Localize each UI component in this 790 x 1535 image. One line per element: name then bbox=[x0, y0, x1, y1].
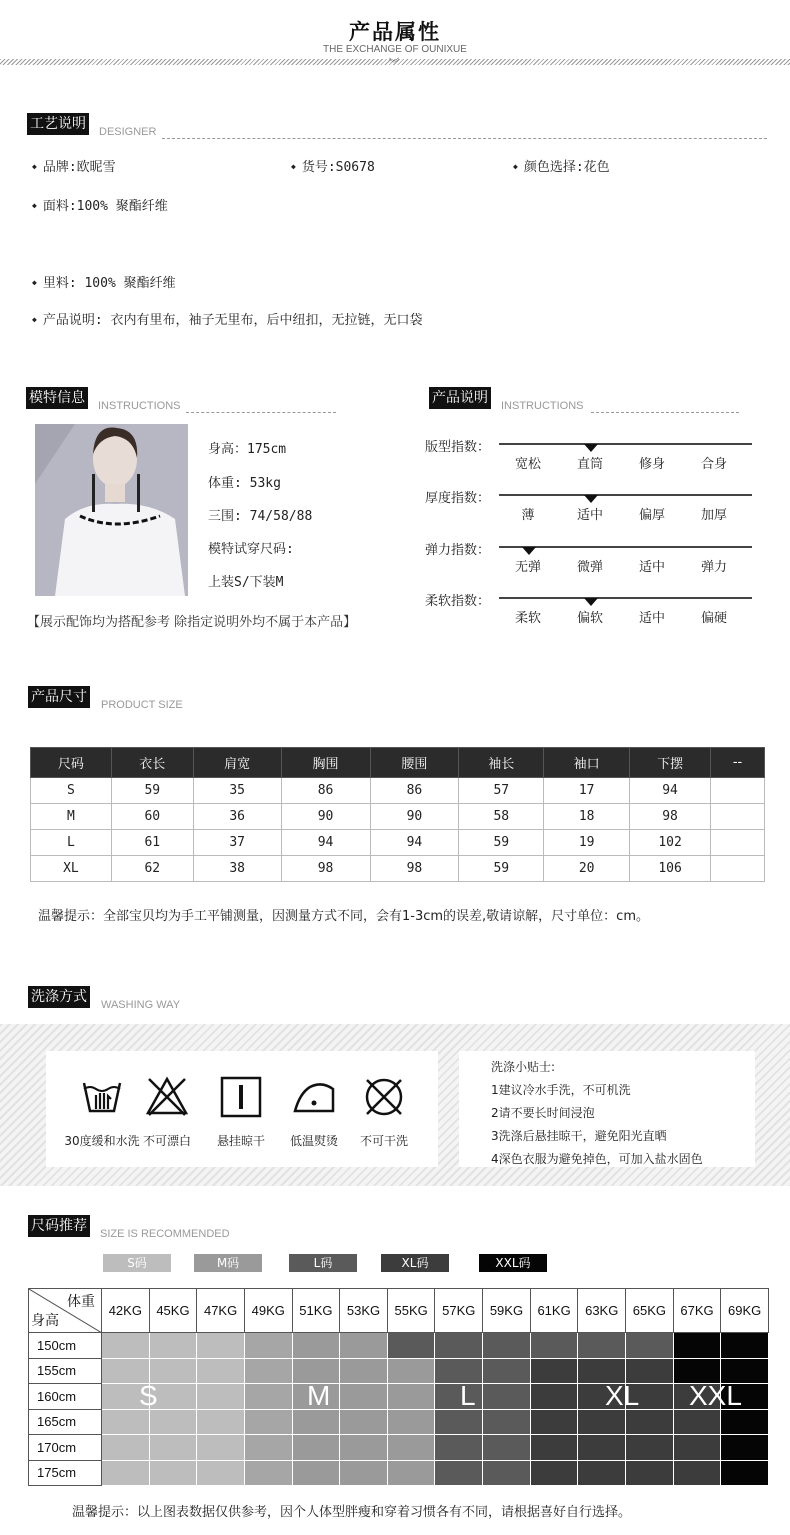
index-option: 弹力 bbox=[700, 560, 727, 575]
size-cell bbox=[149, 1435, 197, 1461]
size-table-cell: 90 bbox=[281, 804, 370, 830]
size-cell bbox=[626, 1460, 674, 1486]
size-table-cell: 86 bbox=[281, 778, 370, 804]
model-measurements: 三围: 74/58/88 bbox=[208, 509, 313, 524]
size-cell bbox=[626, 1435, 674, 1461]
weight-header: 69KG bbox=[721, 1289, 769, 1333]
size-table-cell: 86 bbox=[370, 778, 459, 804]
height-header: 155cm bbox=[29, 1358, 102, 1384]
weight-header: 45KG bbox=[149, 1289, 197, 1333]
table-row bbox=[29, 1435, 769, 1461]
size-table-header: 袖口 bbox=[544, 748, 630, 778]
recommend-note: 温馨提示：以上图表数据仅供参考，因个人体型胖瘦和穿着习惯各有不同，请根据喜好自行选择。 bbox=[72, 1505, 632, 1520]
index-option: 偏厚 bbox=[638, 508, 665, 523]
size-table-cell: 98 bbox=[370, 856, 459, 882]
section-en-label: PRODUCT SIZE bbox=[101, 699, 183, 711]
index-option: 薄 bbox=[521, 508, 535, 523]
size-cell bbox=[673, 1435, 721, 1461]
size-cell bbox=[483, 1333, 531, 1359]
size-cell bbox=[244, 1358, 292, 1384]
section-en-label: WASHING WAY bbox=[101, 999, 181, 1011]
section-header-wash bbox=[28, 986, 328, 1011]
size-table-cell: 106 bbox=[630, 856, 711, 882]
size-table-cell: 36 bbox=[193, 804, 281, 830]
size-table-cell: 58 bbox=[459, 804, 544, 830]
page-subtitle: THE EXCHANGE OF OUNIXUE bbox=[323, 44, 467, 55]
size-cell bbox=[435, 1409, 483, 1435]
section-en-label: INSTRUCTIONS bbox=[501, 400, 584, 412]
index-scale-line bbox=[499, 494, 752, 496]
index-option: 适中 bbox=[638, 611, 665, 626]
wash-tip: 4深色衣服为避免掉色，可加入盐水固色 bbox=[491, 1152, 703, 1166]
index-option: 柔软 bbox=[514, 611, 541, 626]
size-cell bbox=[387, 1333, 435, 1359]
product-description-text: ◆ 产品说明: 衣内有里布，袖子无里布，后中纽扣，无拉链，无口袋 bbox=[32, 309, 422, 328]
index-option: 微弹 bbox=[576, 560, 603, 575]
size-table-cell: 98 bbox=[630, 804, 711, 830]
hand-wash-30-icon bbox=[80, 1075, 124, 1119]
size-cell bbox=[340, 1435, 388, 1461]
size-cell bbox=[292, 1435, 340, 1461]
size-table-header: 下摆 bbox=[630, 748, 711, 778]
wash-icon-label: 30度缓和水洗 bbox=[64, 1134, 140, 1148]
weight-header: 57KG bbox=[435, 1289, 483, 1333]
size-table-cell: 59 bbox=[459, 856, 544, 882]
size-cell bbox=[578, 1333, 626, 1359]
brand-text: ◆ 品牌:欧昵雪 bbox=[32, 156, 116, 175]
size-cell bbox=[340, 1333, 388, 1359]
wash-tip: 3洗涤后悬挂晾干，避免阳光直晒 bbox=[491, 1129, 667, 1143]
size-cell bbox=[244, 1333, 292, 1359]
size-cell bbox=[483, 1409, 531, 1435]
index-option: 加厚 bbox=[700, 508, 727, 523]
size-table-header: 袖长 bbox=[459, 748, 544, 778]
size-table-cell bbox=[711, 804, 765, 830]
index-option: 偏硬 bbox=[700, 611, 727, 626]
no-bleach-icon bbox=[145, 1075, 189, 1119]
size-cell bbox=[673, 1333, 721, 1359]
table-row bbox=[29, 1409, 769, 1435]
index-label: 厚度指数： bbox=[425, 491, 491, 506]
size-cell bbox=[673, 1409, 721, 1435]
size-cell bbox=[340, 1384, 388, 1410]
divider bbox=[186, 412, 336, 413]
section-label: 洗涤方式 bbox=[28, 986, 90, 1008]
index-option: 无弹 bbox=[514, 560, 541, 575]
size-table-cell: 35 bbox=[193, 778, 281, 804]
size-cell bbox=[435, 1435, 483, 1461]
size-table-cell: 90 bbox=[370, 804, 459, 830]
size-cell bbox=[149, 1460, 197, 1486]
size-cell bbox=[197, 1435, 245, 1461]
size-legend-chip: XXL码 bbox=[479, 1254, 547, 1272]
lining-text: ◆ 里料: 100% 聚酯纤维 bbox=[32, 272, 176, 291]
section-header-product-desc bbox=[429, 387, 769, 412]
size-cell bbox=[530, 1460, 578, 1486]
size-cell bbox=[387, 1435, 435, 1461]
index-option: 适中 bbox=[638, 560, 665, 575]
size-zone-label: XXL bbox=[689, 1380, 742, 1411]
size-table-cell: 60 bbox=[111, 804, 193, 830]
size-cell bbox=[340, 1409, 388, 1435]
size-cell bbox=[244, 1460, 292, 1486]
size-table-cell bbox=[711, 856, 765, 882]
size-legend-chip: M码 bbox=[194, 1254, 262, 1272]
no-dry-clean-icon bbox=[362, 1075, 406, 1119]
index-option: 修身 bbox=[638, 457, 665, 472]
size-cell bbox=[530, 1358, 578, 1384]
weight-header: 51KG bbox=[292, 1289, 340, 1333]
size-cell bbox=[530, 1435, 578, 1461]
index-option: 直筒 bbox=[576, 457, 603, 472]
wash-tips-title: 洗涤小贴士: bbox=[491, 1060, 556, 1074]
size-cell bbox=[721, 1460, 769, 1486]
size-cell bbox=[102, 1333, 150, 1359]
index-label: 弹力指数： bbox=[425, 543, 491, 558]
size-cell bbox=[197, 1384, 245, 1410]
section-header-recommend bbox=[28, 1215, 328, 1240]
size-table-cell: 17 bbox=[544, 778, 630, 804]
weight-header: 59KG bbox=[483, 1289, 531, 1333]
table-row bbox=[31, 804, 765, 830]
index-marker-icon bbox=[584, 444, 598, 452]
item-number-text: ◆ 货号:S0678 bbox=[291, 156, 375, 175]
height-header: 165cm bbox=[29, 1409, 102, 1435]
size-table-header: 胸围 bbox=[281, 748, 370, 778]
size-legend-chip: XL码 bbox=[381, 1254, 449, 1272]
size-table-cell: M bbox=[31, 804, 112, 830]
size-table-cell: 94 bbox=[630, 778, 711, 804]
height-header: 150cm bbox=[29, 1333, 102, 1359]
size-cell bbox=[483, 1358, 531, 1384]
size-table-cell bbox=[711, 830, 765, 856]
size-cell bbox=[197, 1358, 245, 1384]
size-cell bbox=[530, 1409, 578, 1435]
table-row bbox=[29, 1460, 769, 1486]
index-scale-line bbox=[499, 546, 752, 548]
size-cell bbox=[244, 1435, 292, 1461]
size-cell bbox=[149, 1409, 197, 1435]
size-table-header: 衣长 bbox=[111, 748, 193, 778]
size-table-cell: 61 bbox=[111, 830, 193, 856]
size-cell bbox=[626, 1409, 674, 1435]
color-text: ◆ 颜色选择:花色 bbox=[513, 156, 610, 175]
size-cell bbox=[102, 1435, 150, 1461]
size-recommend-chart bbox=[28, 1288, 769, 1486]
height-header: 175cm bbox=[29, 1460, 102, 1486]
model-height: 身高：175cm bbox=[208, 442, 287, 457]
wash-tip: 2请不要长时间浸泡 bbox=[491, 1106, 595, 1120]
model-weight: 体重: 53kg bbox=[208, 476, 281, 491]
weight-header: 53KG bbox=[340, 1289, 388, 1333]
size-cell bbox=[292, 1409, 340, 1435]
size-table-cell: 19 bbox=[544, 830, 630, 856]
section-header-size bbox=[28, 686, 328, 711]
size-cell bbox=[435, 1460, 483, 1486]
section-label: 工艺说明 bbox=[27, 113, 89, 135]
size-table-header: 尺码 bbox=[31, 748, 112, 778]
corner-weight-label: 体重 bbox=[67, 1293, 95, 1309]
size-cell bbox=[578, 1409, 626, 1435]
size-table-cell: 98 bbox=[281, 856, 370, 882]
wash-tips-panel bbox=[459, 1051, 755, 1167]
size-table-cell bbox=[711, 778, 765, 804]
size-cell bbox=[578, 1460, 626, 1486]
size-table-cell: 102 bbox=[630, 830, 711, 856]
wash-icon-label: 不可干洗 bbox=[359, 1134, 408, 1148]
size-table-cell: 57 bbox=[459, 778, 544, 804]
index-label: 柔软指数： bbox=[425, 594, 491, 609]
height-header: 160cm bbox=[29, 1384, 102, 1410]
size-cell bbox=[673, 1460, 721, 1486]
section-label: 模特信息 bbox=[26, 387, 88, 409]
size-table-cell: 59 bbox=[111, 778, 193, 804]
model-size-value: 上装S/下装M bbox=[208, 575, 284, 590]
page-title: 产品属性 bbox=[349, 20, 441, 44]
size-table-header: -- bbox=[711, 748, 765, 778]
weight-header: 63KG bbox=[578, 1289, 626, 1333]
index-option: 宽松 bbox=[514, 457, 541, 472]
table-row bbox=[31, 778, 765, 804]
index-option: 合身 bbox=[700, 457, 727, 472]
section-label: 产品尺寸 bbox=[28, 686, 90, 708]
size-table-cell: 59 bbox=[459, 830, 544, 856]
section-label: 产品说明 bbox=[429, 387, 491, 409]
section-header-craft bbox=[27, 113, 767, 138]
weight-header: 61KG bbox=[530, 1289, 578, 1333]
index-scale-line bbox=[499, 443, 752, 445]
wash-icon-label: 不可漂白 bbox=[142, 1134, 191, 1148]
size-table-header: 肩宽 bbox=[193, 748, 281, 778]
table-row bbox=[31, 830, 765, 856]
section-header-model bbox=[26, 387, 336, 412]
wash-tip: 1建议冷水手洗，不可机洗 bbox=[491, 1083, 631, 1097]
size-table bbox=[30, 747, 765, 882]
size-zone-label: L bbox=[460, 1380, 476, 1411]
size-table-cell: 18 bbox=[544, 804, 630, 830]
corner-cell bbox=[29, 1289, 102, 1333]
size-cell bbox=[721, 1435, 769, 1461]
size-table-cell: 37 bbox=[193, 830, 281, 856]
size-table-cell: 94 bbox=[370, 830, 459, 856]
size-cell bbox=[626, 1333, 674, 1359]
index-label: 版型指数： bbox=[425, 440, 491, 455]
size-cell bbox=[387, 1358, 435, 1384]
index-marker-icon bbox=[584, 495, 598, 503]
wash-icons-panel bbox=[46, 1051, 438, 1167]
chevron-down-icon: ︾ bbox=[388, 57, 400, 70]
weight-header: 47KG bbox=[197, 1289, 245, 1333]
size-cell bbox=[292, 1333, 340, 1359]
size-legend-chip: S码 bbox=[103, 1254, 171, 1272]
section-en-label: INSTRUCTIONS bbox=[98, 400, 181, 412]
size-cell bbox=[483, 1384, 531, 1410]
size-legend-chip: L码 bbox=[289, 1254, 357, 1272]
size-cell bbox=[197, 1333, 245, 1359]
model-photo bbox=[35, 424, 188, 596]
index-option: 适中 bbox=[576, 508, 603, 523]
size-cell bbox=[244, 1409, 292, 1435]
model-size-label: 模特试穿尺码: bbox=[208, 542, 294, 557]
hang-dry-icon bbox=[219, 1075, 263, 1119]
size-cell bbox=[197, 1409, 245, 1435]
size-table-cell: S bbox=[31, 778, 112, 804]
size-cell bbox=[387, 1460, 435, 1486]
size-cell bbox=[721, 1333, 769, 1359]
fabric-text: ◆ 面料:100% 聚酯纤维 bbox=[32, 195, 168, 214]
size-cell bbox=[530, 1333, 578, 1359]
accessory-note: 【展示配饰均为搭配参考 除指定说明外均不属于本产品】 bbox=[27, 615, 357, 630]
size-cell bbox=[340, 1460, 388, 1486]
size-cell bbox=[197, 1460, 245, 1486]
size-table-cell: 38 bbox=[193, 856, 281, 882]
size-table-cell: 62 bbox=[111, 856, 193, 882]
size-table-cell: L bbox=[31, 830, 112, 856]
size-zone-label: S bbox=[139, 1380, 158, 1411]
size-cell bbox=[102, 1460, 150, 1486]
corner-height-label: 身高 bbox=[31, 1312, 59, 1328]
size-table-cell: 94 bbox=[281, 830, 370, 856]
section-en-label: SIZE IS RECOMMENDED bbox=[100, 1228, 230, 1240]
size-note: 温馨提示：全部宝贝均为手工平铺测量，因测量方式不同，会有1-3cm的误差,敬请谅解，尺寸单位：cm。 bbox=[38, 909, 649, 924]
size-cell bbox=[721, 1409, 769, 1435]
weight-header: 65KG bbox=[626, 1289, 674, 1333]
height-header: 170cm bbox=[29, 1435, 102, 1461]
size-cell bbox=[530, 1384, 578, 1410]
weight-header: 42KG bbox=[102, 1289, 150, 1333]
index-marker-icon bbox=[522, 547, 536, 555]
size-zone-label: XL bbox=[605, 1380, 640, 1411]
table-row bbox=[29, 1333, 769, 1359]
size-cell bbox=[387, 1409, 435, 1435]
section-en-label: DESIGNER bbox=[99, 126, 157, 138]
weight-header: 49KG bbox=[244, 1289, 292, 1333]
section-label: 尺码推荐 bbox=[28, 1215, 90, 1237]
low-iron-icon bbox=[292, 1075, 336, 1119]
index-marker-icon bbox=[584, 598, 598, 606]
table-row bbox=[29, 1289, 769, 1333]
size-cell bbox=[435, 1333, 483, 1359]
size-cell bbox=[102, 1409, 150, 1435]
size-cell bbox=[292, 1460, 340, 1486]
size-table-header: 腰围 bbox=[370, 748, 459, 778]
index-scale-line bbox=[499, 597, 752, 599]
weight-header: 67KG bbox=[673, 1289, 721, 1333]
index-option: 偏软 bbox=[576, 611, 603, 626]
divider bbox=[591, 412, 739, 413]
size-zone-label: M bbox=[307, 1380, 331, 1411]
wash-icon-label: 低温熨烫 bbox=[289, 1134, 338, 1148]
size-cell bbox=[483, 1435, 531, 1461]
size-cell bbox=[149, 1333, 197, 1359]
weight-header: 55KG bbox=[387, 1289, 435, 1333]
divider bbox=[162, 138, 767, 139]
size-cell bbox=[483, 1460, 531, 1486]
size-table-cell: 20 bbox=[544, 856, 630, 882]
size-cell bbox=[244, 1384, 292, 1410]
size-cell bbox=[387, 1384, 435, 1410]
wash-icon-label: 悬挂晾干 bbox=[216, 1134, 265, 1148]
size-table-cell: XL bbox=[31, 856, 112, 882]
table-row bbox=[31, 856, 765, 882]
size-cell bbox=[340, 1358, 388, 1384]
size-cell bbox=[578, 1435, 626, 1461]
